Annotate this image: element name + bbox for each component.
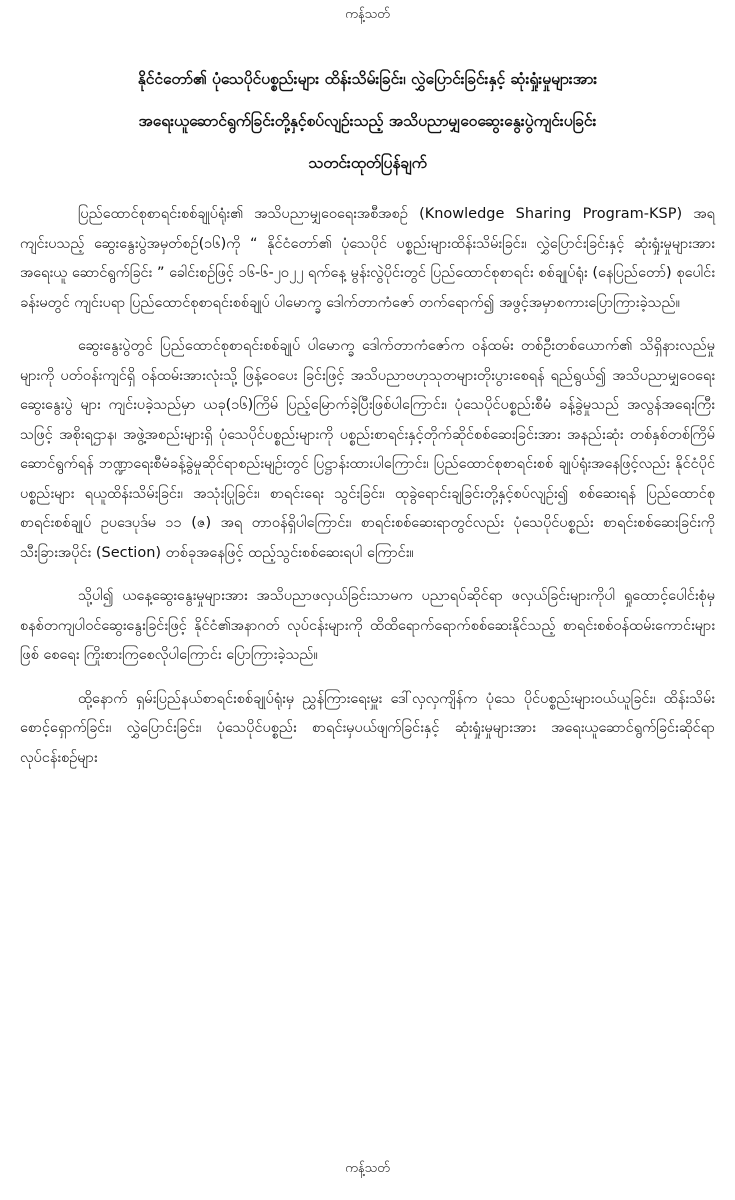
paragraph-4: ထို့နောက် ရှမ်းပြည်နယ်စာရင်းစစ်ချုပ်ရုံးမှ ညွှန်ကြားရေးမှူး ဒေါ်လှလှကျိန်က ပုံသေ ပိုင်ပစ္စည်းများဝယ်ယူခြင်း၊ ထိန်းသိမ်းစောင့်ရှောက်ခြင်း၊ လွှဲပြောင်းခြင်း၊ ပုံသေပိုင်ပစ္စည်း စာရင်းမှပယ်ဖျက်ခြင်းနှင့် ဆုံးရှုံးမှုများအား အရေးယူဆောင်ရွက်ခြင်းဆိုင်ရာ လုပ်ငန်းစဉ်များ xyxy=(20,690,715,766)
title-line-3: သတင်းထုတ်ပြန်ချက် xyxy=(308,154,427,172)
footer-classification-marker: ကန့်သတ် xyxy=(345,1161,390,1176)
title-line-1: နိုင်ငံတော်၏ ပုံသေပိုင်ပစ္စည်းများ ထိန်းသိမ်းခြင်း၊ လွှဲပြောင်းခြင်းနှင့် ဆုံးရှုံးမှုများအား xyxy=(137,70,598,88)
document-title xyxy=(20,58,715,184)
title-line-2: အရေးယူဆောင်ရွက်ခြင်းတို့နှင့်စပ်လျဉ်းသည့် အသိပညာမျှဝေဆွေးနွေးပွဲကျင်းပခြင်း xyxy=(138,112,597,130)
header-classification-marker: ကန့်သတ် xyxy=(345,7,390,22)
document-body xyxy=(20,200,715,783)
paragraph-1: ပြည်ထောင်စုစာရင်းစစ်ချုပ်ရုံး၏ အသိပညာမျှဝေရေးအစီအစဉ် (Knowledge Sharing Program-KSP) အရ ကျင်းပသည့် ဆွေးနွေးပွဲအမှတ်စဉ်(၁၆)ကို “ နိုင်ငံတော်၏ ပုံသေပိုင် ပစ္စည်းများထိန်းသိမ်းခြင်း၊ လွှဲပြောင်းခြင်းနှင့် ဆုံးရှုံးမှုများအား အရေးယူ ဆောင်ရွက်ခြင်း ” ခေါင်းစဉ်ဖြင့် ၁၆-၆-၂၀၂၂ ရက်နေ့ မွန်းလွဲပိုင်းတွင် ပြည်ထောင်စုစာရင်း စစ်ချုပ်ရုံး (နေပြည်တော်) စုပေါင်းခန်းမတွင် ကျင်းပရာ ပြည်ထောင်စုစာရင်းစစ်ချုပ် ပါမောက္ခ ဒေါက်တာကံဇော် တက်ရောက်၍ အဖွင့်အမှာစကားပြောကြားခဲ့သည်။ xyxy=(20,206,715,311)
paragraph-2: ဆွေးနွေးပွဲတွင် ပြည်ထောင်စုစာရင်းစစ်ချုပ် ပါမောက္ခ ဒေါက်တာကံဇော်က ဝန်ထမ်း တစ်ဦးတစ်ယောက်၏ သိရှိနားလည်မှုများကို ပတ်ဝန်းကျင်ရှိ ဝန်ထမ်းအားလုံးသို့ ဖြန့်ဝေပေး ခြင်းဖြင့် အသိပညာဗဟုသုတများတိုးပွားစေရန် ရည်ရွယ်၍ အသိပညာမျှဝေရေးဆွေးနွေးပွဲ များ ကျင်းပခဲ့သည်မှာ ယခု(၁၆)ကြိမ် ပြည့်မြောက်ခဲ့ပြီးဖြစ်ပါကြောင်း၊ ပုံသေပိုင်ပစ္စည်းစီမံ ခန့်ခွဲမှုသည် အလွန်အရေးကြီးသဖြင့် အစိုးရဌာန၊ အဖွဲ့အစည်းများရှိ ပုံသေပိုင်ပစ္စည်းများကို ပစ္စည်းစာရင်းနှင့်တိုက်ဆိုင်စစ်ဆေးခြင်းအား အနည်းဆုံး တစ်နှစ်တစ်ကြိမ် ဆောင်ရွက်ရန် ဘဏ္ဍာရေးစီမံခန့်ခွဲမှုဆိုင်ရာစည်းမျဉ်းတွင် ပြဋ္ဌာန်းထားပါကြောင်း၊ ပြည်ထောင်စုစာရင်းစစ် ချုပ်ရုံးအနေဖြင့်လည်း နိုင်ငံပိုင်ပစ္စည်းများ ရယူထိန်းသိမ်းခြင်း၊ အသုံးပြုခြင်း၊ စာရင်းရေး သွင်းခြင်း၊ ထုခွဲရောင်းချခြင်းတို့နှင့်စပ်လျဉ်း၍ စစ်ဆေးရန် ပြည်ထောင်စုစာရင်းစစ်ချုပ် ဥပဒေပုဒ်မ ၁၁ (ဇ) အရ တာဝန်ရှိပါကြောင်း၊ စာရင်းစစ်ဆေးရာတွင်လည်း ပုံသေပိုင်ပစ္စည်း စာရင်းစစ်ဆေးခြင်းကို သီးခြားအပိုင်း (Section) တစ်ခုအနေဖြင့် ထည့်သွင်းစစ်ဆေးရပါ ကြောင်း။ xyxy=(20,338,715,561)
paragraph-3: သို့ပါ၍ ယနေ့ဆွေးနွေးမှုများအား အသိပညာဖလှယ်ခြင်းသာမက ပညာရပ်ဆိုင်ရာ ဖလှယ်ခြင်းများကိုပါ ရှုထောင့်ပေါင်းစုံမှ စနစ်တကျပါဝင်ဆွေးနွေးခြင်းဖြင့် နိုင်ငံ၏အနာဂတ် လုပ်ငန်းများကို ထိထိရောက်ရောက်စစ်ဆေးနိုင်သည့် စာရင်းစစ်ဝန်ထမ်းကောင်းများဖြစ် စေရေး ကြိုးစားကြစေလိုပါကြောင်း ပြောကြားခဲ့သည်။ xyxy=(20,588,715,663)
